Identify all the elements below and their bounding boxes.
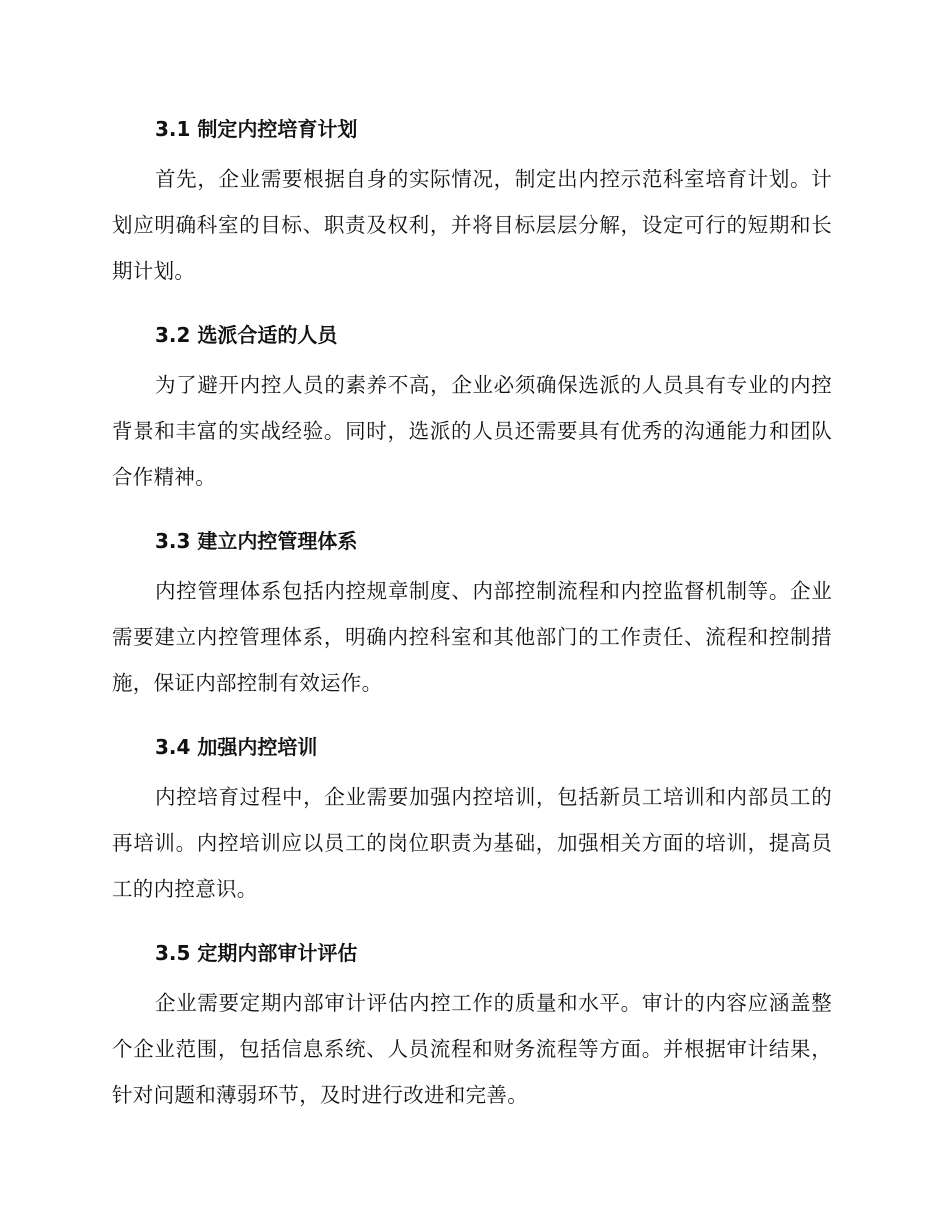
- section-paragraph: 企业需要定期内部审计评估内控工作的质量和水平。审计的内容应涵盖整个企业范围，包括信息系统、人员流程和财务流程等方面。并根据审计结果，针对问题和薄弱环节，及时进行改进和完善。: [112, 991, 832, 1107]
- section-heading: 3.3 建立内控管理体系: [155, 529, 358, 553]
- section-paragraph: 内控管理体系包括内控规章制度、内部控制流程和内控监督机制等。企业需要建立内控管理体系，明确内控科室和其他部门的工作责任、流程和控制措施，保证内部控制有效运作。: [112, 579, 832, 695]
- section-3-2: [112, 316, 832, 500]
- section-heading: 3.4 加强内控培训: [155, 735, 318, 759]
- section-paragraph: 内控培育过程中，企业需要加强内控培训，包括新员工培训和内部员工的再培训。内控培训应以员工的岗位职责为基础，加强相关方面的培训，提高员工的内控意识。: [112, 785, 832, 901]
- section-heading: 3.1 制定内控培育计划: [155, 117, 358, 141]
- section-heading: 3.2 选派合适的人员: [155, 323, 338, 347]
- section-3-3: [112, 522, 832, 706]
- section-3-1: [112, 110, 832, 294]
- section-heading: 3.5 定期内部审计评估: [155, 941, 358, 965]
- section-paragraph: 首先，企业需要根据自身的实际情况，制定出内控示范科室培育计划。计划应明确科室的目标、职责及权利，并将目标层层分解，设定可行的短期和长期计划。: [112, 167, 832, 283]
- section-3-4: [112, 728, 832, 912]
- document-body: [112, 110, 832, 1140]
- section-paragraph: 为了避开内控人员的素养不高，企业必须确保选派的人员具有专业的内控背景和丰富的实战经验。同时，选派的人员还需要具有优秀的沟通能力和团队合作精神。: [112, 373, 832, 489]
- section-3-5: [112, 934, 832, 1118]
